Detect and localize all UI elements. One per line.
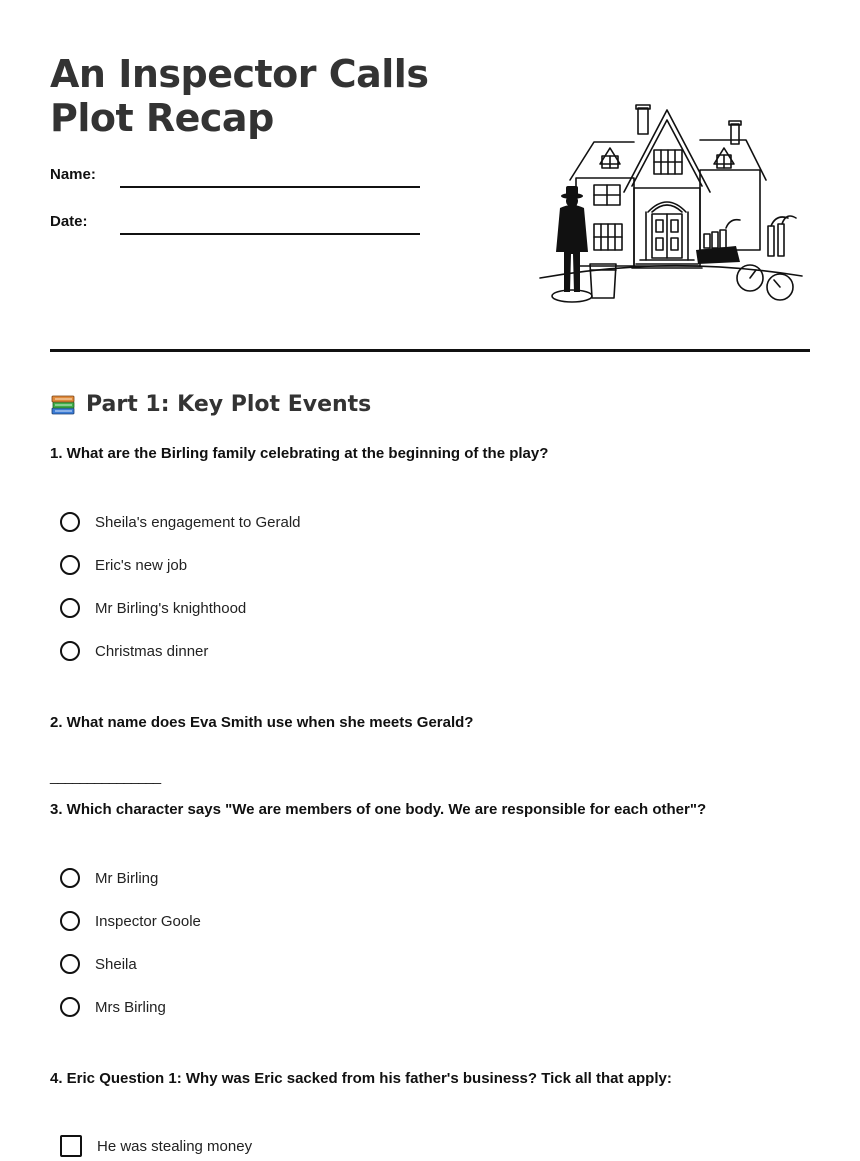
radio-button[interactable] [60, 911, 80, 931]
q1-option-4[interactable] [60, 638, 208, 664]
question-1: 1. What are the Birling family celebrating at the beginning of the play? [50, 445, 549, 462]
checkbox[interactable] [60, 1135, 82, 1157]
radio-button[interactable] [60, 954, 80, 974]
name-label: Name: [50, 166, 96, 183]
option-label: Mr Birling's knighthood [95, 599, 247, 617]
mansion-inspector-factory-illustration [536, 100, 814, 312]
option-label: Sheila's engagement to Gerald [95, 513, 301, 531]
radio-button[interactable] [60, 868, 80, 888]
q4-option-1[interactable] [60, 1133, 252, 1159]
q1-option-2[interactable] [60, 552, 187, 578]
q3-option-2[interactable] [60, 908, 201, 934]
option-label: Inspector Goole [95, 912, 201, 930]
radio-button[interactable] [60, 997, 80, 1017]
option-label: Christmas dinner [95, 642, 209, 660]
radio-button[interactable] [60, 641, 80, 661]
radio-button[interactable] [60, 598, 80, 618]
q3-option-1[interactable] [60, 865, 158, 891]
question-4: 4. Eric Question 1: Why was Eric sacked from his father's business? Tick all that apply: [50, 1070, 672, 1087]
question-3: 3. Which character says "We are members of one body. We are responsible for each other"? [50, 801, 707, 818]
q1-option-3[interactable] [60, 595, 246, 621]
option-label: Eric's new job [95, 556, 188, 574]
header-divider [50, 349, 810, 352]
q1-option-1[interactable] [60, 509, 301, 535]
question-2: 2. What name does Eva Smith use when she meets Gerald? [50, 714, 474, 731]
books-icon [50, 391, 76, 417]
date-label: Date: [50, 213, 88, 230]
radio-button[interactable] [60, 512, 80, 532]
date-input-line[interactable] [120, 233, 420, 235]
section-heading [50, 388, 371, 420]
q3-option-3[interactable] [60, 951, 137, 977]
option-label: He was stealing money [97, 1137, 253, 1155]
radio-button[interactable] [60, 555, 80, 575]
name-input-line[interactable] [120, 186, 420, 188]
option-label: Mrs Birling [95, 998, 166, 1016]
q2-answer-blank[interactable]: _______________ [50, 768, 161, 785]
option-label: Mr Birling [95, 869, 159, 887]
option-label: Sheila [95, 955, 137, 973]
q3-option-4[interactable] [60, 994, 166, 1020]
section-title: Part 1: Key Plot Events [86, 391, 372, 417]
page-title: An Inspector Calls Plot Recap [50, 52, 429, 140]
